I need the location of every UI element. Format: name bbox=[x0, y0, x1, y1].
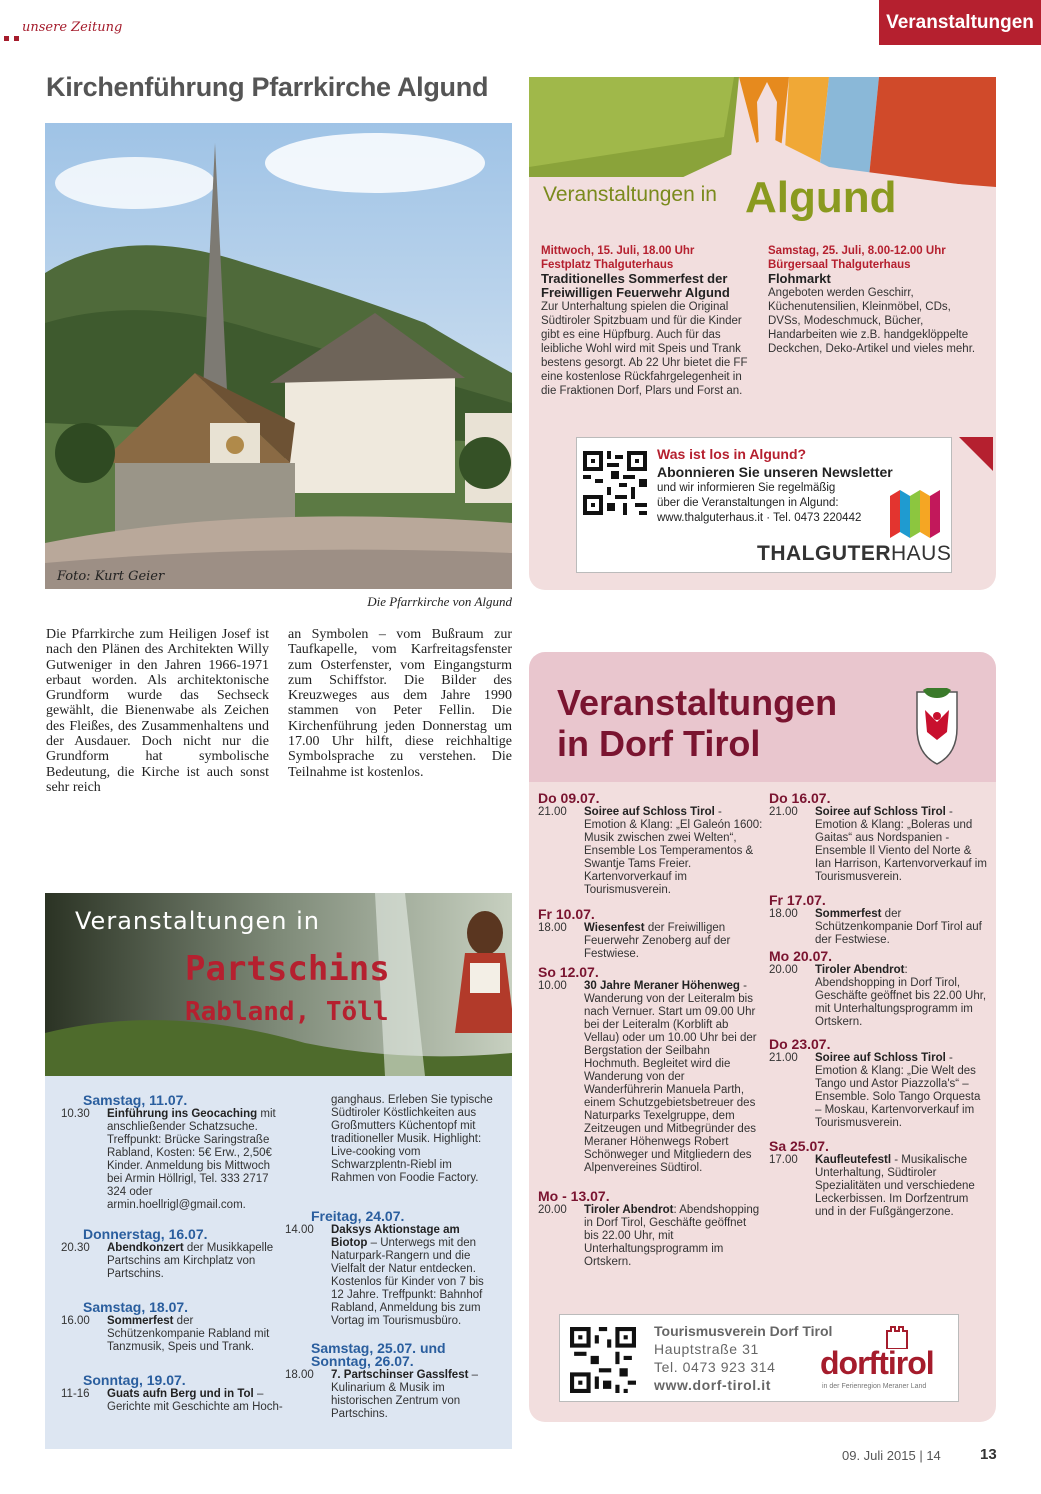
event-day: Do 09.07. bbox=[538, 790, 600, 806]
partschins-event bbox=[61, 1374, 286, 1414]
partschins-event-continued bbox=[285, 1094, 497, 1185]
event-day: Samstag, 18.07. bbox=[83, 1299, 189, 1315]
tourism-office-address: Hauptstraße 31 bbox=[654, 1341, 759, 1357]
event-text: - Musikalische Unterhaltung, Südtiroler Spezialitäten und verschiedene Leckerbissen. Im Dorfzentrum und in der Fußgängerzone. bbox=[815, 1154, 975, 1218]
event-time: 21.00 bbox=[769, 1052, 798, 1064]
event-text: der Schützenkompanie Dorf Tirol auf der Festwiese. bbox=[815, 908, 982, 946]
tourism-office-box bbox=[559, 1314, 959, 1402]
event-title: Tiroler Abendrot bbox=[584, 1204, 674, 1216]
event-day: So 12.07. bbox=[538, 964, 599, 980]
event-day: Freitag, 24.07. bbox=[311, 1208, 405, 1224]
page-number: 13 bbox=[980, 1446, 997, 1463]
event-time: 20.00 bbox=[538, 1204, 567, 1216]
event-text: der Schützenkompanie Rabland mit Tanzmusik, Speis und Trank. bbox=[107, 1315, 270, 1353]
dorftirol-event bbox=[769, 1038, 987, 1130]
event-text: - Emotion & Klang: „El Galeón 1600: Musik zwischen zwei Welten“, Ensemble Los Temperamentos & Swantje Tams Freier. Kartenvorverkauf im Tourismusverein. bbox=[584, 806, 763, 896]
event-text: - Emotion & Klang: „Boleras und Gaitas“ aus Nordspanien - Ensemble Il Viento del Norte & Ian Harrison, Kartenvorverkauf im Tourismusverein. bbox=[815, 806, 987, 883]
tourism-office-website-link[interactable]: www.dorf-tirol.it bbox=[654, 1377, 771, 1393]
dorftirol-logo-tagline: in der Ferienregion Meraner Land bbox=[822, 1383, 927, 1390]
event-title: Kaufleutefestl bbox=[815, 1154, 892, 1166]
dorftirol-header bbox=[529, 652, 996, 782]
event-title: Tiroler Abendrot bbox=[815, 964, 905, 976]
event-day: Sa 25.07. bbox=[769, 1138, 829, 1154]
event-day: Mo 20.07. bbox=[769, 948, 833, 964]
photo-caption: Die Pfarrkirche von Algund bbox=[367, 594, 512, 609]
algund-title-prefix: Veranstaltungen in bbox=[543, 183, 717, 206]
event-text: – Unterwegs mit den Naturpark-Rangern und die Vielfalt der Natur entdecken. Kostenlos für Kinder von 7 bis 12 Jahre. Treffpunkt: Bahnhof Rabland, Anmeldung bis zum Vortag im Tourismusbüro. bbox=[331, 1237, 484, 1327]
event-day: Samstag, 11.07. bbox=[83, 1092, 188, 1108]
event-place: Festplatz Thalguterhaus bbox=[541, 259, 674, 271]
corner-fold bbox=[959, 437, 993, 471]
event-time: 16.00 bbox=[61, 1315, 90, 1327]
newsletter-line: über die Veranstaltungen in Algund: bbox=[657, 497, 839, 509]
event-text: - Emotion & Klang: „Die Welt des Tango und Astor Piazzolla's“ – Ensemble. Solo Tango Orquesta – Moskau, Kartenvorverkauf im Tourismusverein. bbox=[815, 1052, 981, 1129]
dorftirol-title-line-1: Veranstaltungen bbox=[557, 682, 838, 723]
thalguter-wordmark bbox=[757, 542, 951, 566]
dorftirol-event bbox=[769, 950, 987, 1029]
partschins-event bbox=[61, 1094, 286, 1212]
event-text: mit anschließender Schatzsuche. Treffpunkt: Brücke Saringstraße Rabland, Kosten: 5€ Erw., 2,50€ Kinder. Anmeldung bis Mittwoch bei Armin Höllrigl, Tel. 333 2717 324 oder armin.hoellrigl@gmail.com. bbox=[107, 1108, 276, 1211]
newsletter-box bbox=[576, 437, 952, 573]
event-time: 14.00 bbox=[285, 1224, 314, 1236]
event-title: Soiree auf Schloss Tirol bbox=[584, 806, 715, 818]
event-date: Samstag, 25. Juli, 8.00-12.00 Uhr bbox=[768, 245, 946, 257]
coat-of-arms-icon bbox=[907, 688, 967, 768]
event-time: 11-16 bbox=[61, 1388, 90, 1400]
event-title: Guats aufn Berg und in Tol bbox=[107, 1388, 254, 1400]
dorftirol-event bbox=[538, 908, 763, 961]
dorftirol-event bbox=[538, 966, 763, 1175]
newsletter-subtitle: Abonnieren Sie unseren Newsletter bbox=[657, 464, 893, 480]
event-text: : Abendshopping in Dorf Tirol, Geschäfte geöffnet bis 22.00 Uhr, mit Unterhaltungsprogramm im Ortskern. bbox=[584, 1204, 760, 1268]
event-title: Flohmarkt bbox=[768, 271, 831, 286]
event-day: Donnerstag, 16.07. bbox=[83, 1226, 208, 1242]
newsletter-line: und wir informieren Sie regelmäßig bbox=[657, 482, 836, 494]
qr-code-icon[interactable] bbox=[570, 1327, 636, 1393]
event-time: 21.00 bbox=[538, 806, 567, 818]
event-day: Do 16.07. bbox=[769, 790, 831, 806]
partschins-event bbox=[61, 1301, 286, 1354]
event-text: – Kulinarium & Musik im historischen Zentrum von Partschins. bbox=[331, 1369, 479, 1420]
event-text: : Abendshopping in Dorf Tirol, Geschäfte geöffnet bis 22.00 Uhr, mit Unterhaltungsprogramm im Ortskern. bbox=[815, 964, 987, 1028]
newsletter-title: Was ist los in Algund? bbox=[657, 446, 807, 462]
partschins-event bbox=[285, 1342, 497, 1421]
event-time: 18.00 bbox=[538, 922, 567, 934]
dorftirol-event bbox=[538, 1190, 763, 1269]
article-text-column-1: Die Pfarrkirche zum Heiligen Josef ist nach den Plänen des Architekten Willy Gutweniger in den Jahren 1966-1971 erbaut worden. Als architektonische Grundform wurde das Sechseck gewählt, die Bienenwabe als Zeichen des Fleißes, des Zusammenhaltens und der Ausdauer. Doch nicht nur die Grundform hat symbolische Bedeutung, die Kirche ist auch sonst sehr reich bbox=[46, 627, 269, 795]
footer-date: 09. Juli 2015 | 14 bbox=[842, 1448, 941, 1463]
event-text: Zur Unterhaltung spielen die Original Südtiroler Spitzbuam und für die Kinder gibt es eine Hüpfburg. Auch für das leibliche Wohl wird mit Speis und Trank bestens gesorgt. Ab 22 Uhr bietet die FF eine kostenlose Rückfahrgelegenheit in die Fraktionen Dorf, Plars und Forst an. bbox=[541, 301, 748, 397]
dorftirol-logo: dorftirol bbox=[820, 1345, 934, 1381]
algund-title-name: Algund bbox=[745, 173, 897, 222]
event-date: Mittwoch, 15. Juli, 18.00 Uhr bbox=[541, 245, 695, 257]
event-time: 10.00 bbox=[538, 980, 567, 992]
event-title: Sommerfest bbox=[107, 1315, 174, 1327]
partschins-events-list bbox=[45, 1076, 512, 1449]
event-time: 17.00 bbox=[769, 1154, 798, 1166]
church-photo bbox=[45, 123, 512, 589]
partschins-event bbox=[285, 1210, 497, 1328]
photo-credit: Foto: Kurt Geier bbox=[57, 569, 165, 584]
partschins-title-prefix: Veranstaltungen in bbox=[75, 907, 320, 935]
event-title: Daksys Aktionstage am Biotop bbox=[331, 1224, 460, 1249]
event-time: 20.00 bbox=[769, 964, 798, 976]
event-text: - Wanderung von der Leiteralm bis nach Vernuer. Start um 09.00 Uhr bei der Leiteralm (Korblift ab Vellau) oder um 10.00 Uhr bei der Bergstation der Seilbahn Hochmuth. Begleitet wird die Wanderung von der Wanderführerin Manuela Parth, einem Schutzgebietsbetreuer des Naturparks Texelgruppe, dem Zeitzeugen und Mitbegründer des Meraner Höhenwegs Robert Schönweger und Mitgliedern des Alpenvereines Südtirol. bbox=[584, 980, 757, 1174]
event-day: Mo - 13.07. bbox=[538, 1188, 610, 1204]
event-title: 7. Partschinser Gasslfest bbox=[331, 1369, 469, 1381]
dorftirol-event bbox=[538, 792, 763, 897]
dorftirol-title-line-2: in Dorf Tirol bbox=[557, 723, 761, 764]
event-day: Sonntag, 19.07. bbox=[83, 1372, 186, 1388]
tourism-office-phone[interactable]: Tel. 0473 923 314 bbox=[654, 1359, 776, 1375]
newsletter-contact[interactable]: www.thalguterhaus.it · Tel. 0473 220442 bbox=[657, 512, 862, 524]
event-title: Einführung ins Geocaching bbox=[107, 1108, 258, 1120]
newspaper-logo: unsere Zeitung bbox=[22, 20, 123, 35]
wordmark-light: HAUS bbox=[891, 542, 952, 565]
event-day: Fr 17.07. bbox=[769, 892, 826, 908]
event-title: Sommerfest bbox=[815, 908, 882, 920]
event-title: Soiree auf Schloss Tirol bbox=[815, 1052, 946, 1064]
thalguter-logo-icon bbox=[890, 488, 940, 540]
article-title: Kirchenführung Pfarrkirche Algund bbox=[46, 72, 489, 102]
dorftirol-events-box bbox=[529, 782, 996, 1422]
event-text: der Freiwilligen Feuerwehr Zenoberg auf der Festwiese. bbox=[584, 922, 731, 960]
partschins-title-sub: Rabland, Töll bbox=[185, 997, 389, 1027]
algund-event-2 bbox=[768, 244, 983, 356]
event-text: ganghaus. Erleben Sie typische Südtiroler Köstlichkeiten aus Großmutters Küchentopf mit traditioneller Musik. Highlight: Live-cooking vom Schwarzplentn-Riebl im Rahmen von Foodie Factory. bbox=[331, 1094, 493, 1184]
partschins-event bbox=[61, 1228, 286, 1281]
event-title: Abendkonzert bbox=[107, 1242, 184, 1254]
dorftirol-event bbox=[769, 792, 987, 884]
event-day: Do 23.07. bbox=[769, 1036, 831, 1052]
header-marks bbox=[4, 28, 24, 46]
qr-code-icon[interactable] bbox=[583, 451, 647, 515]
algund-event-1 bbox=[541, 244, 751, 398]
event-day: Samstag, 25.07. und Sonntag, 26.07. bbox=[311, 1340, 446, 1369]
event-title: Wiesenfest bbox=[584, 922, 645, 934]
event-text: der Musikkapelle Partschins am Kirchplatz von Partschins. bbox=[107, 1242, 274, 1280]
event-time: 18.00 bbox=[769, 908, 798, 920]
event-time: 10.30 bbox=[61, 1108, 90, 1120]
event-text: Angeboten werden Geschirr, Küchenutensilien, Kleinmöbel, CDs, DVSs, Modeschmuck, Bücher, Handarbeiten wie z.B. handgeklöppelte Deckchen, Deko-Artikel und vieles mehr. bbox=[768, 287, 976, 355]
section-tag: Veranstaltungen bbox=[879, 0, 1041, 45]
tourism-office-name: Tourismusverein Dorf Tirol bbox=[654, 1323, 833, 1339]
event-title: 30 Jahre Meraner Höhenweg bbox=[584, 980, 740, 992]
event-text: – Gerichte mit Geschichte am Hoch- bbox=[107, 1388, 283, 1413]
partschins-banner bbox=[45, 893, 512, 1076]
event-place: Bürgersaal Thalguterhaus bbox=[768, 259, 911, 271]
algund-events-box bbox=[529, 77, 996, 590]
event-time: 20.30 bbox=[61, 1242, 90, 1254]
dorftirol-event bbox=[769, 894, 987, 947]
article-text-column-2: an Symbolen – vom Bußraum zur Taufkapelle, vom Karfreitagsfenster zum Osterfenster, vom Eingangsturm zum Schiffstor. Die Bilder des Kreuzweges aus dem Jahre 1990 stammen von Peter Fellin. Die Kirchenführung jeden Donnerstag um 17.00 Uhr hilft, diese reichhaltige Symbolsprache zu verstehen. Die Teilnahme ist kostenlos. bbox=[288, 627, 512, 780]
event-time: 21.00 bbox=[769, 806, 798, 818]
event-day: Fr 10.07. bbox=[538, 906, 595, 922]
event-title: Traditionelles Sommerfest der Freiwilligen Feuerwehr Algund bbox=[541, 271, 730, 300]
wordmark-bold: THALGUTER bbox=[757, 542, 891, 565]
event-title: Soiree auf Schloss Tirol bbox=[815, 806, 946, 818]
partschins-title-name: Partschins bbox=[185, 949, 390, 989]
dorftirol-event bbox=[769, 1140, 987, 1219]
event-time: 18.00 bbox=[285, 1369, 314, 1381]
